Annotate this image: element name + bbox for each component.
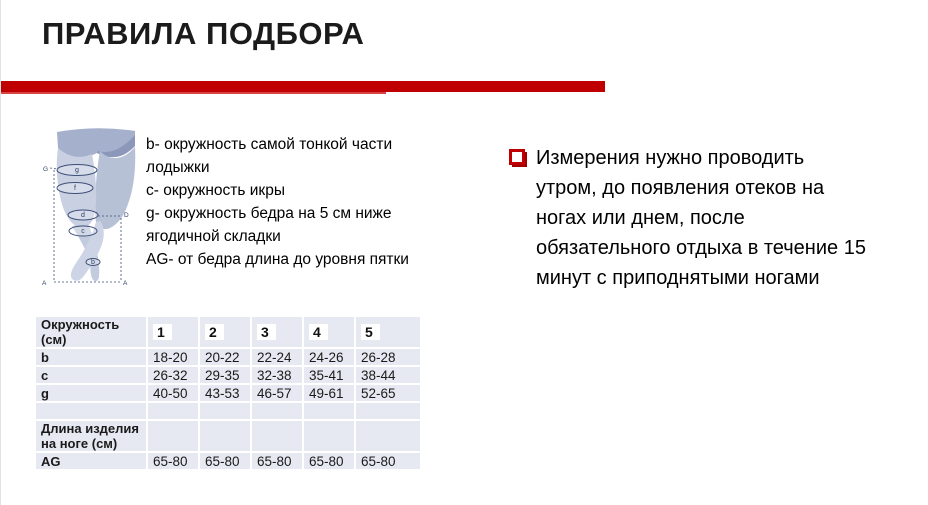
size-column-number: 4 — [309, 324, 328, 340]
note-line: обязательного отдыха в течение 15 — [536, 237, 866, 259]
size-table-body — [36, 349, 420, 469]
size-table-corner-cell: Окружность (см) — [36, 317, 146, 347]
table-cell: 43-53 — [200, 385, 250, 401]
table-row — [36, 367, 420, 383]
page-title: ПРАВИЛА ПОДБОРА — [42, 16, 365, 51]
size-column-number: 2 — [205, 324, 224, 340]
note-line: Измерения нужно проводить — [536, 147, 805, 169]
measurement-legend — [146, 133, 421, 271]
accent-bar — [1, 81, 605, 92]
table-cell: 65-80 — [356, 453, 420, 469]
size-column-header — [252, 317, 302, 347]
table-cell: 65-80 — [148, 453, 198, 469]
band-label-c: c — [81, 228, 85, 235]
table-cell — [356, 403, 420, 419]
table-cell: 46-57 — [252, 385, 302, 401]
table-cell: 65-80 — [304, 453, 354, 469]
table-cell: 26-32 — [148, 367, 198, 383]
table-cell: 49-61 — [304, 385, 354, 401]
band-label-g: g — [75, 167, 79, 174]
size-column-header — [304, 317, 354, 347]
band-label-b: b — [91, 259, 95, 266]
table-cell: 38-44 — [356, 367, 420, 383]
note-line: ногах или днем, после — [536, 207, 745, 229]
band-label-f: f — [74, 185, 76, 192]
band-label-d: d — [81, 212, 85, 219]
table-cell: 32-38 — [252, 367, 302, 383]
size-column-header — [356, 317, 420, 347]
corner-label-A-left: A — [42, 280, 47, 287]
table-cell — [200, 421, 250, 451]
table-cell: 35-41 — [304, 367, 354, 383]
checkbox-bullet-icon — [509, 149, 525, 165]
table-row — [36, 385, 420, 401]
table-cell: 65-80 — [200, 453, 250, 469]
table-row — [36, 453, 420, 469]
size-table-header-row — [36, 317, 420, 347]
size-column-number: 5 — [361, 324, 380, 340]
row-label: g — [36, 385, 146, 401]
table-cell — [304, 403, 354, 419]
table-cell: 65-80 — [252, 453, 302, 469]
note-line: утром, до появления отеков на — [536, 177, 825, 199]
table-cell — [148, 403, 198, 419]
table-cell: 24-26 — [304, 349, 354, 365]
size-column-number: 3 — [257, 324, 276, 340]
note-text — [536, 143, 866, 293]
legend-item: c- окружность икры — [146, 182, 285, 199]
note-line: минут с приподнятыми ногами — [536, 267, 820, 289]
table-cell — [252, 421, 302, 451]
legend-item: AG- от бедра длина до уровня пятки — [146, 251, 409, 268]
legend-item: b- окружность самой тонкой части лодыжки — [146, 136, 393, 176]
corner-label-A-right: A — [123, 280, 128, 287]
size-column-header — [200, 317, 250, 347]
table-cell: 40-50 — [148, 385, 198, 401]
corner-label-G: G — [43, 166, 49, 173]
leg-measurement-diagram — [34, 124, 149, 298]
row-label — [36, 403, 146, 419]
row-label: c — [36, 367, 146, 383]
legend-item: g- окружность бедра на 5 см ниже ягодичной складки — [146, 205, 392, 245]
row-label: Длина изделия на ноге (см) — [36, 421, 146, 451]
table-cell: 22-24 — [252, 349, 302, 365]
table-cell: 26-28 — [356, 349, 420, 365]
table-row — [36, 403, 420, 419]
table-cell — [252, 403, 302, 419]
measurement-note — [509, 143, 919, 293]
size-table — [34, 315, 422, 471]
corner-label-D: D — [124, 212, 129, 219]
table-cell: 20-22 — [200, 349, 250, 365]
table-cell: 18-20 — [148, 349, 198, 365]
table-cell — [356, 421, 420, 451]
table-cell — [200, 403, 250, 419]
row-label: b — [36, 349, 146, 365]
table-cell — [148, 421, 198, 451]
legs-illustration — [34, 124, 149, 298]
table-row — [36, 349, 420, 365]
table-cell — [304, 421, 354, 451]
size-column-header — [148, 317, 198, 347]
table-cell: 29-35 — [200, 367, 250, 383]
table-cell: 52-65 — [356, 385, 420, 401]
table-row — [36, 421, 420, 451]
row-label: AG — [36, 453, 146, 469]
size-column-number: 1 — [153, 324, 172, 340]
